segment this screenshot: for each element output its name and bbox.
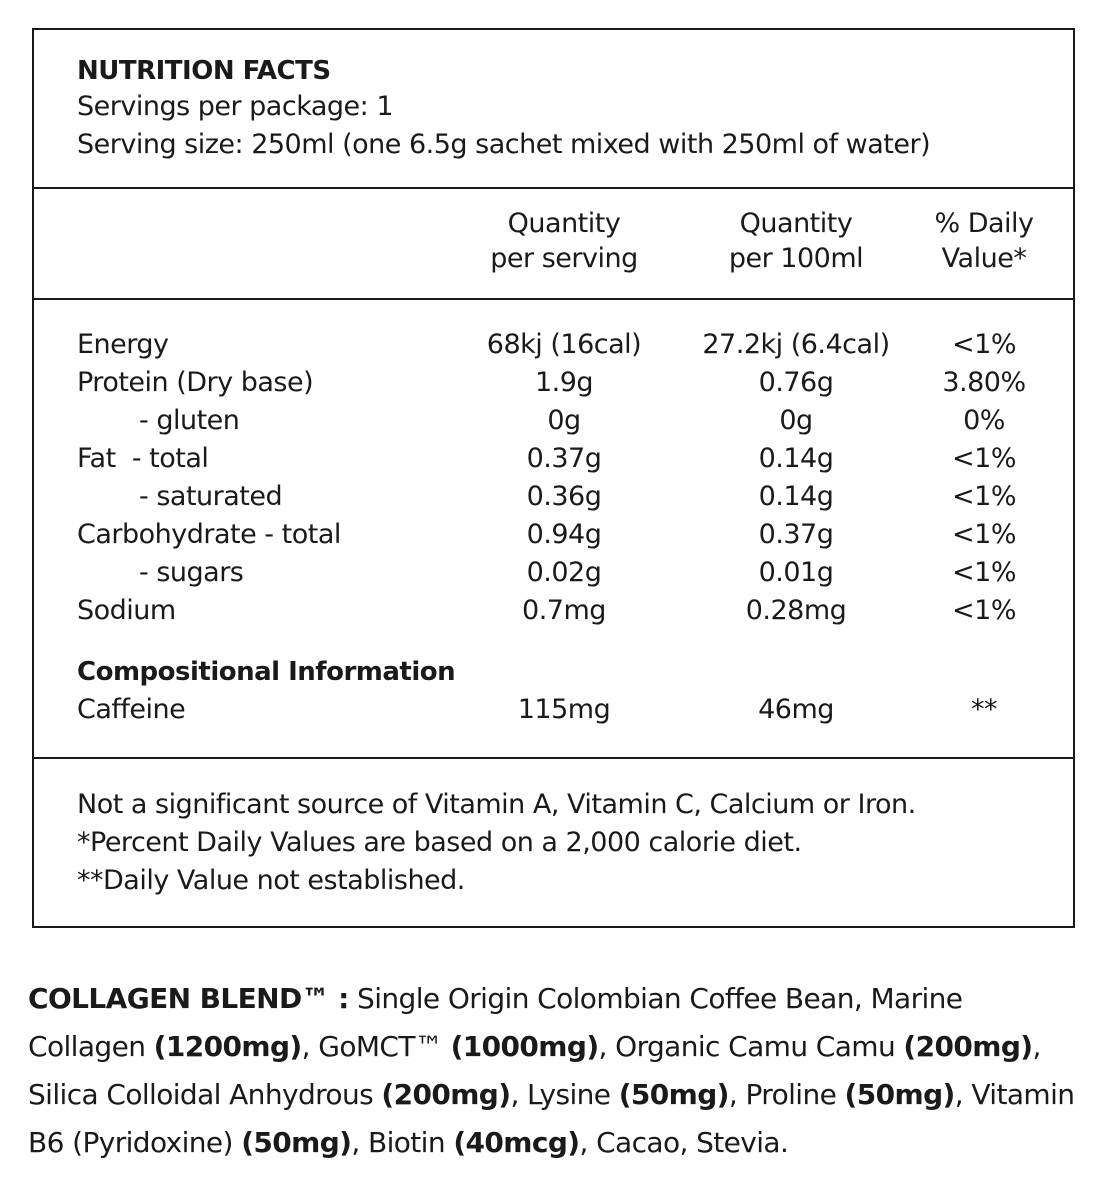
row-label: Carbohydrate - total [77, 519, 341, 550]
row-serving: 0.37g [526, 443, 602, 474]
row-serving: 0g [547, 405, 581, 436]
row-dv: <1% [952, 443, 1016, 474]
row-serving: 115mg [517, 694, 611, 725]
row-serving: 68kj (16cal) [486, 329, 642, 360]
col-header-per-100ml: Quantity per 100ml [728, 208, 864, 274]
col-header-per-serving: Quantity per serving [490, 208, 638, 274]
row-label: - sugars [139, 557, 244, 588]
row-dv: 3.80% [942, 367, 1026, 398]
row-label: - saturated [139, 481, 283, 512]
note-daily-values: *Percent Daily Values are based on a 2,000 calorie diet. [77, 827, 802, 858]
compositional-heading: Compositional Information [77, 657, 456, 687]
row-per100: 0.14g [758, 443, 834, 474]
row-per100: 0.01g [758, 557, 834, 588]
serving-size: Serving size: 250ml (one 6.5g sachet mixed with 250ml of water) [77, 129, 931, 160]
panel-title: NUTRITION FACTS [77, 56, 331, 86]
note-significant-source: Not a significant source of Vitamin A, Vitamin C, Calcium or Iron. [77, 789, 916, 820]
row-per100: 27.2kj (6.4cal) [702, 329, 890, 360]
row-label: Sodium [77, 595, 176, 626]
row-serving: 1.9g [534, 367, 594, 398]
row-label: Energy [77, 329, 169, 360]
row-per100: 0.76g [758, 367, 834, 398]
nutrition-facts-panel [32, 28, 1075, 928]
row-serving: 0.94g [526, 519, 602, 550]
row-label: - gluten [139, 405, 240, 436]
row-dv: ** [971, 694, 997, 725]
divider [34, 298, 1073, 300]
col-header-daily-value: % Daily Value* [934, 208, 1034, 274]
divider [34, 757, 1073, 759]
row-per100: 0.37g [758, 519, 834, 550]
row-dv: <1% [952, 329, 1016, 360]
row-dv: <1% [952, 519, 1016, 550]
row-per100: 46mg [758, 694, 834, 725]
row-per100: 0.14g [758, 481, 834, 512]
row-dv: <1% [952, 557, 1016, 588]
row-dv: 0% [963, 405, 1005, 436]
blend-title: COLLAGEN BLEND™ : [28, 982, 349, 1015]
row-serving: 0.7mg [522, 595, 606, 626]
note-not-established: **Daily Value not established. [77, 865, 465, 896]
row-per100: 0g [779, 405, 813, 436]
divider [34, 187, 1073, 189]
collagen-blend-ingredients: COLLAGEN BLEND™ : Single Origin Colombian Coffee Bean, Marine Collagen (1200mg), GoMCT™ (1000mg), Organic Camu Camu (200mg), Silica Colloidal Anhydrous (200mg), Lysine (50mg), Proline (50mg), Vitamin B6 (Pyridoxine) (50mg), Biotin (40mcg), Cacao, Stevia. [28, 982, 1075, 1159]
servings-per-package: Servings per package: 1 [77, 91, 394, 122]
row-dv: <1% [952, 595, 1016, 626]
row-per100: 0.28mg [745, 595, 847, 626]
row-label: Protein (Dry base) [77, 367, 314, 398]
row-serving: 0.02g [526, 557, 602, 588]
row-dv: <1% [952, 481, 1016, 512]
row-serving: 0.36g [526, 481, 602, 512]
row-label: Fat - total [77, 443, 209, 474]
row-label: Caffeine [77, 694, 186, 725]
